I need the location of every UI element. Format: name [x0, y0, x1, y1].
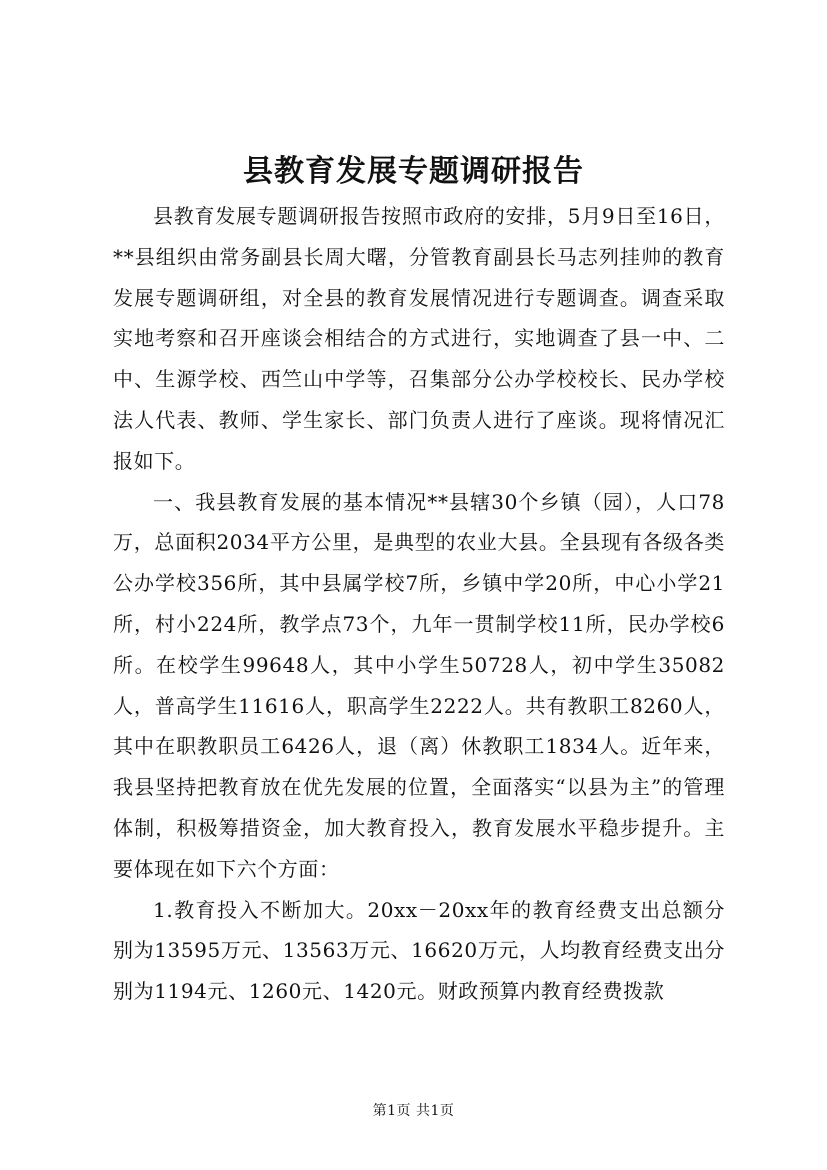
document-body [113, 196, 725, 1012]
page-footer: 第1页 共1页 [372, 1103, 455, 1119]
paragraph-basic-situation: 一、我县教育发展的基本情况**县辖30个乡镇（园），人口78万，总面积2034平方公里，是典型的农业大县。全县现有各级各类公办学校356所，其中县属学校7所，乡镇中学20所，中心小学21所，村小224所，教学点73个，九年一贯制学校11所，民办学校6所。在校学生99648人，其中小学生50728人，初中学生35082人，普高学生11616人，职高学生2222人。共有教职工8260人，其中在职教职员工6426人，退（离）休教职工1834人。近年来，我县坚持把教育放在优先发展的位置，全面落实“以县为主”的管理体制，积极筹措资金，加大教育投入，教育发展水平稳步提升。主要体现在如下六个方面： [113, 489, 725, 881]
paragraph-intro: 县教育发展专题调研报告按照市政府的安排，5月9日至16日，**县组织由常务副县长周大曙，分管教育副县长马志列挂帅的教育发展专题调研组，对全县的教育发展情况进行专题调查。调查采取实地考察和召开座谈会相结合的方式进行，实地调查了县一中、二中、生源学校、西竺山中学等，召集部分公办学校校长、民办学校法人代表、教师、学生家长、部门负责人进行了座谈。现将情况汇报如下。 [113, 204, 725, 473]
paragraph-education-investment: 1.教育投入不断加大。20xx－20xx年的教育经费支出总额分别为13595万元、13563万元、16620万元，人均教育经费支出分别为1194元、1260元、1420元。财政预算内教育经费拨款 [113, 897, 725, 1004]
document-title: 县教育发展专题调研报告 [243, 154, 584, 189]
